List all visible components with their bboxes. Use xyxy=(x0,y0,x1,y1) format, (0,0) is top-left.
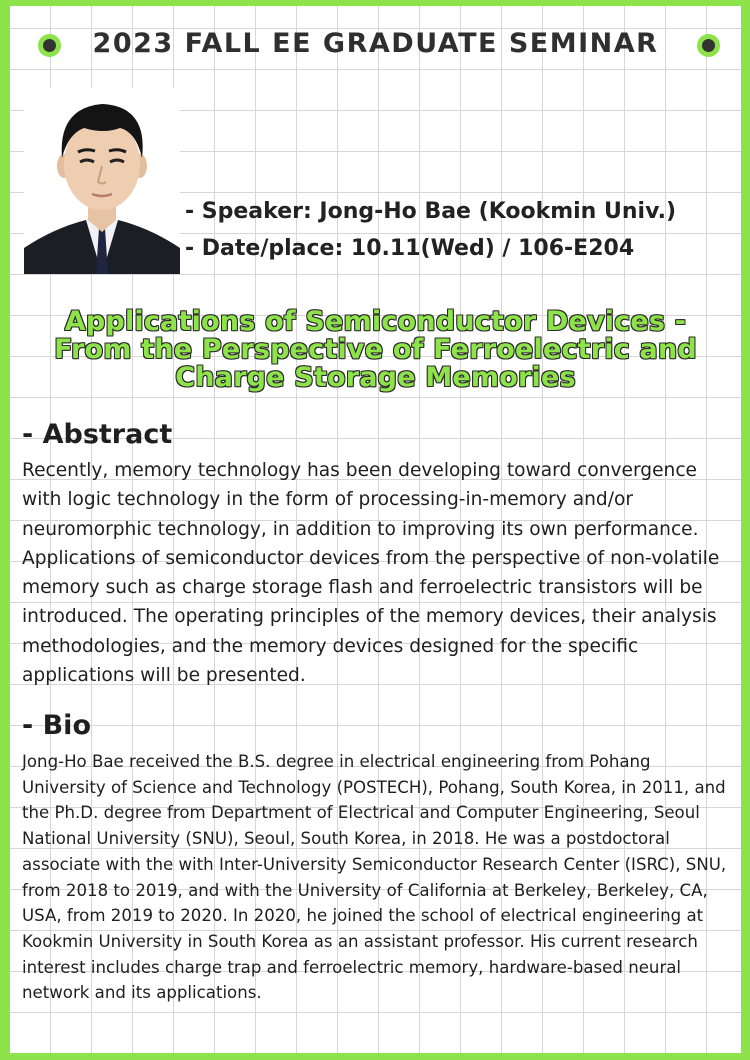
talk-title-line: Applications of Semiconductor Devices - xyxy=(64,306,687,337)
poster-header: 2023 FALL EE GRADUATE SEMINAR xyxy=(92,28,659,59)
bullet-dot-right-icon xyxy=(697,34,720,57)
talk-title xyxy=(10,308,741,392)
bio-heading: - Bio xyxy=(22,710,91,741)
speaker-line: - Speaker: Jong-Ho Bae (Kookmin Univ.) xyxy=(185,199,677,224)
talk-title-line: From the Perspective of Ferroelectric and xyxy=(54,334,697,365)
speaker-photo xyxy=(24,88,180,274)
bio-text: Jong-Ho Bae received the B.S. degree in electrical engineering from Pohang University of Science and Technology (POSTECH), Pohang, South Korea, in 2011, and the Ph.D. degree from Department of Electrical and Computer Engineering, Seoul National University (SNU), Seoul, South Korea, in 2018. He was a postdoctoral associate with the with Inter-University Semiconductor Research Center (ISRC), SNU, from 2018 to 2019, and with the University of California at Berkeley, Berkeley, CA, USA, from 2019 to 2020. In 2020, he joined the school of electrical engineering at Kookmin University in South Korea as an assistant professor. His current research interest includes charge trap and ferroelectric memory, hardware-based neural network and its applications. xyxy=(22,752,727,1003)
abstract-heading: - Abstract xyxy=(22,419,173,450)
date-place-line: - Date/place: 10.11(Wed) / 106-E204 xyxy=(185,236,635,261)
speaker-portrait-icon xyxy=(24,88,180,274)
talk-title-line: Charge Storage Memories xyxy=(175,362,576,393)
seminar-poster xyxy=(10,6,741,1053)
abstract-text: Recently, memory technology has been developing toward convergence with logic technology in the form of processing-in-memory and/or neuromorphic technology, in addition to improving its own performance. Applications of semiconductor devices from the perspective of non-volatile memory such as charge storage flash and ferroelectric transistors will be introduced. The operating principles of the memory devices, their analysis methodologies, and the memory devices designed for the specific applications will be presented. xyxy=(22,460,720,687)
